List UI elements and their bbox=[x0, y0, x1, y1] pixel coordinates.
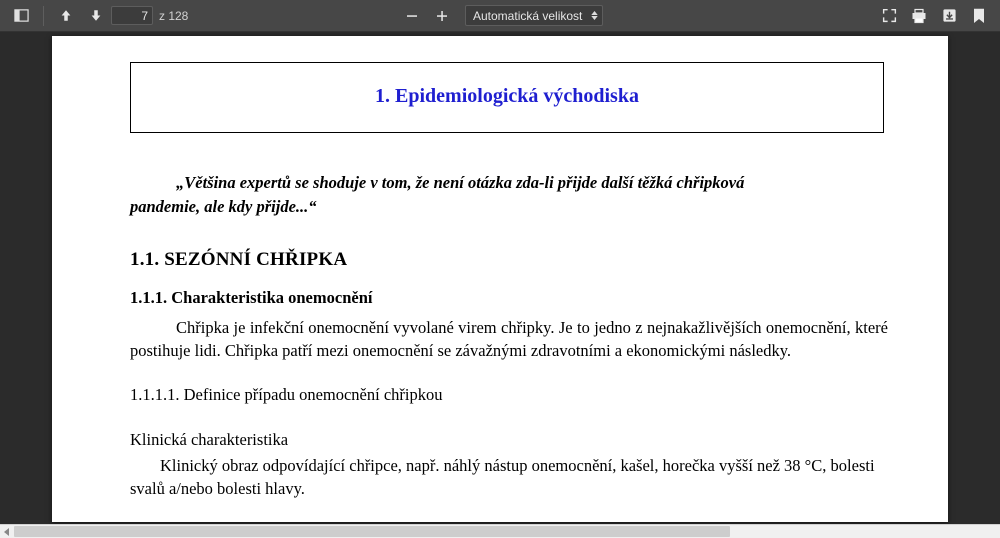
chapter-title-box bbox=[130, 62, 884, 133]
download-icon[interactable] bbox=[935, 4, 963, 28]
sidebar-toggle-icon[interactable] bbox=[7, 4, 35, 28]
subheading-clinical: Klinická charakteristika bbox=[130, 430, 289, 450]
section-heading-1-1-1: 1.1.1. Charakteristika onemocnění bbox=[130, 287, 373, 307]
presentation-mode-icon[interactable] bbox=[875, 4, 903, 28]
paragraph-characteristics bbox=[130, 316, 888, 363]
paragraph-clinical bbox=[130, 454, 888, 501]
zoom-out-button[interactable] bbox=[398, 4, 426, 28]
zoom-level-label: Automatická velikost bbox=[473, 8, 583, 23]
previous-page-icon[interactable] bbox=[52, 4, 80, 28]
pdf-page bbox=[52, 36, 948, 522]
chevron-updown-icon bbox=[591, 11, 598, 20]
toolbar-right-group bbox=[874, 4, 994, 28]
pdf-toolbar bbox=[0, 0, 1000, 32]
zoom-level-select[interactable] bbox=[465, 5, 603, 26]
paragraph-clinical-text: Klinický obraz odpovídající chřipce, např. náhlý nástup onemocnění, kašel, horečka vyšší než 38 °C, bolesti svalů a/nebo bolesti hlavy. bbox=[130, 455, 875, 498]
print-icon[interactable] bbox=[905, 4, 933, 28]
horizontal-scrollbar[interactable] bbox=[0, 524, 1000, 538]
toolbar-left-group bbox=[0, 4, 188, 28]
page-number-input[interactable] bbox=[111, 6, 153, 25]
section-heading-1-1: 1.1. SEZÓNNÍ CHŘIPKA bbox=[130, 248, 348, 270]
quote-line-2: pandemie, ale kdy přijde...“ bbox=[130, 196, 317, 216]
next-page-icon[interactable] bbox=[82, 4, 110, 28]
quote-line-1: „Většina expertů se shoduje v tom, že není otázka zda-li přijde další těžká chřipková bbox=[176, 173, 745, 192]
zoom-in-button[interactable] bbox=[428, 4, 456, 28]
paragraph-characteristics-text: Chřipka je infekční onemocnění vyvolané virem chřipky. Je to jedno z nejnakažlivějších onemocnění, které postihuje lidi. Chřipka patří mezi onemocnění se závažnými zdravotními a ekonomickými následky. bbox=[130, 317, 888, 361]
chapter-title: 1. Epidemiologická východiska bbox=[375, 85, 639, 107]
document-content bbox=[52, 36, 948, 500]
toolbar-zoom-group bbox=[397, 4, 603, 28]
scroll-left-arrow-icon[interactable] bbox=[0, 525, 13, 538]
pdf-viewer[interactable] bbox=[0, 32, 1000, 538]
horizontal-scroll-thumb[interactable] bbox=[14, 526, 730, 537]
toolbar-divider bbox=[43, 6, 44, 26]
bookmark-icon[interactable] bbox=[965, 4, 993, 28]
page-total-label: z 128 bbox=[159, 8, 189, 23]
section-heading-1-1-1-1: 1.1.1.1. Definice případu onemocnění chřipkou bbox=[130, 384, 443, 404]
epigraph-quote bbox=[130, 171, 888, 219]
